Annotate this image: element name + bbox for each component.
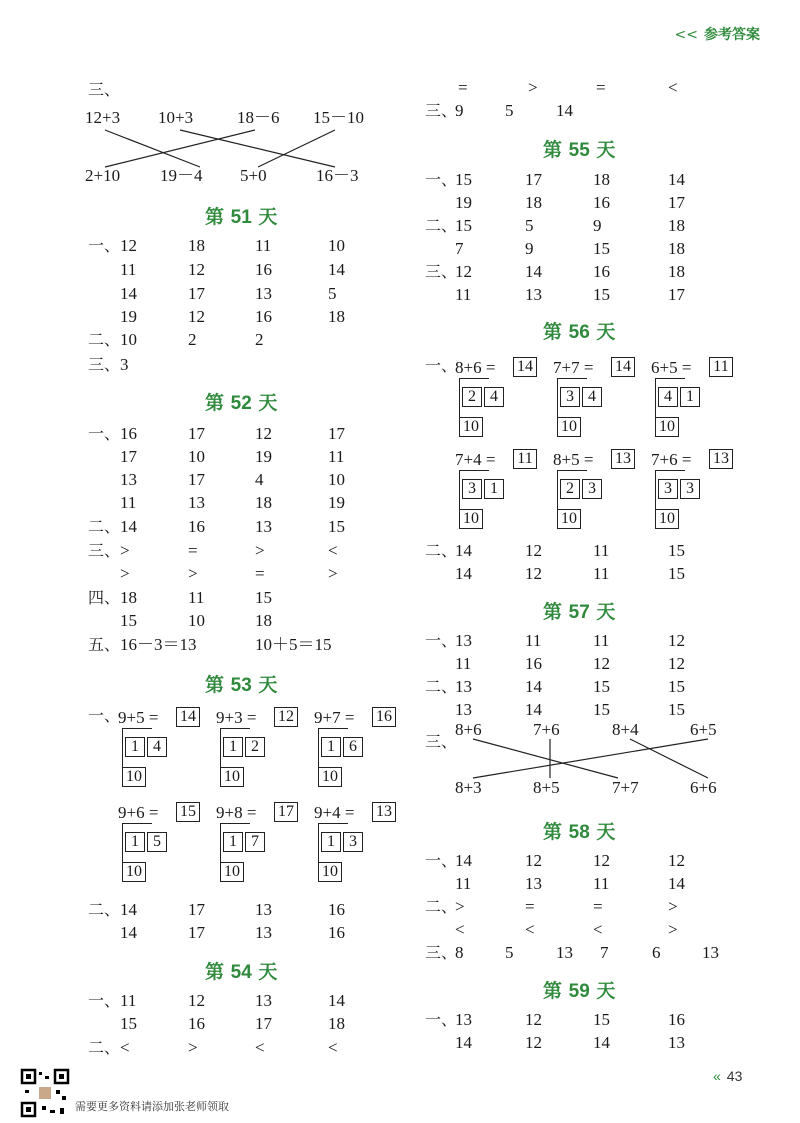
answer-value: 14 — [120, 284, 137, 303]
answer-value: 5 — [505, 101, 514, 120]
split-box: 1 — [223, 832, 243, 852]
answer-value: < — [120, 1038, 130, 1057]
answer-value: 10 — [328, 470, 345, 489]
header-title: << 参考答案 — [674, 27, 760, 43]
answer-value: 11 — [188, 588, 205, 607]
answer-box: 14 — [176, 707, 200, 727]
section-prefix: 二、 — [425, 677, 458, 696]
answer-value: 15 — [593, 239, 610, 258]
answer-value: 12 — [525, 1010, 542, 1029]
answer-value: 17 — [668, 193, 685, 212]
answer-value: 2 — [255, 330, 264, 349]
section-prefix: 三、 — [425, 732, 458, 751]
match-expr: 10+3 — [158, 108, 194, 127]
answer-box: 11 — [709, 357, 733, 377]
answer-value: 14 — [525, 700, 542, 719]
answer-value: 11 — [328, 447, 345, 466]
page-number: « 43 — [713, 1068, 743, 1084]
answer-value: 14 — [593, 1033, 610, 1052]
match-expr: 8+6 — [455, 720, 482, 739]
answer-value: 13 — [525, 285, 542, 304]
answer-value: 12 — [593, 654, 610, 673]
answer-value: 12 — [120, 236, 137, 255]
answer-value: 10 — [188, 611, 205, 630]
answer-value: 10 — [188, 447, 205, 466]
section-prefix: 一、 — [425, 170, 458, 189]
answer-value: 3 — [120, 355, 129, 374]
equation: 9+3 = — [216, 708, 257, 727]
split-box: 1 — [321, 832, 341, 852]
split-box: 7 — [245, 832, 265, 852]
match-expr: 7+6 — [533, 720, 560, 739]
answer-value: 10 — [120, 330, 137, 349]
answer-value: 15 — [255, 588, 272, 607]
match-expr: 8+5 — [533, 778, 560, 797]
answer-value: < — [455, 920, 465, 939]
answer-value: 15 — [120, 1014, 137, 1033]
day-heading: 第 54 天 — [205, 961, 278, 983]
answer-value: 16 — [188, 517, 205, 536]
answer-value: 14 — [455, 564, 472, 583]
section-prefix: 二、 — [88, 517, 121, 536]
answer-value: 11 — [593, 541, 610, 560]
answer-value: 18 — [120, 588, 137, 607]
answer-value: 11 — [255, 236, 272, 255]
answer-value: 16 — [525, 654, 542, 673]
split-box: 4 — [582, 387, 602, 407]
answer-value: 14 — [668, 874, 685, 893]
section-prefix: 二、 — [425, 897, 458, 916]
answer-value: 14 — [455, 851, 472, 870]
answer-value: 14 — [455, 1033, 472, 1052]
day-heading: 第 57 天 — [543, 601, 616, 623]
split-line — [318, 823, 348, 824]
answer-value: 13 — [556, 943, 573, 962]
split-box: 1 — [680, 387, 700, 407]
answer-value: 14 — [328, 991, 345, 1010]
split-box: 4 — [147, 737, 167, 757]
equation: 6+5 = — [651, 358, 692, 377]
qr-code-icon — [20, 1068, 70, 1118]
answer-value: < — [328, 541, 338, 560]
split-box: 1 — [125, 832, 145, 852]
answer-value: 17 — [120, 447, 137, 466]
answer-value: 17 — [188, 470, 205, 489]
split-box: 4 — [484, 387, 504, 407]
answer-value: 13 — [525, 874, 542, 893]
section-prefix: 三、 — [425, 262, 458, 281]
split-line — [655, 470, 685, 471]
answer-value: = — [458, 78, 468, 97]
answer-value: 15 — [328, 517, 345, 536]
split-line — [655, 378, 685, 379]
answer-value: < — [668, 78, 678, 97]
answer-value: 14 — [120, 923, 137, 942]
split-box: 4 — [658, 387, 678, 407]
section-prefix: 五、 — [88, 635, 121, 654]
match-expr: 15－10 — [313, 108, 364, 127]
answer-value: 14 — [120, 517, 137, 536]
ten-box: 10 — [318, 767, 342, 787]
answer-value: 15 — [593, 285, 610, 304]
answer-value: 14 — [120, 900, 137, 919]
ten-box: 10 — [220, 767, 244, 787]
match-expr: 18－6 — [237, 108, 280, 127]
match-expr: 7+7 — [612, 778, 639, 797]
answer-value: = — [255, 564, 265, 583]
answer-value: 19 — [455, 193, 472, 212]
match-expr: 5+0 — [240, 166, 267, 185]
answer-value: 12 — [188, 260, 205, 279]
answer-box: 11 — [513, 449, 537, 469]
day-heading: 第 58 天 — [543, 821, 616, 843]
answer-value: 17 — [525, 170, 542, 189]
equation: 8+5 = — [553, 450, 594, 469]
answer-value: > — [328, 564, 338, 583]
answer-value: 8 — [455, 943, 464, 962]
answer-value: > — [668, 920, 678, 939]
answer-value: 18 — [255, 611, 272, 630]
ten-box: 10 — [459, 509, 483, 529]
section-prefix: 一、 — [425, 631, 458, 650]
split-box: 2 — [245, 737, 265, 757]
split-box: 3 — [582, 479, 602, 499]
section-prefix: 二、 — [425, 541, 458, 560]
section-prefix: 二、 — [88, 1038, 121, 1057]
answer-value: > — [188, 1038, 198, 1057]
section-prefix: 三、 — [88, 355, 121, 374]
answer-value: 4 — [255, 470, 264, 489]
answer-value: 12 — [455, 262, 472, 281]
ten-box: 10 — [122, 862, 146, 882]
answer-value: 11 — [455, 654, 472, 673]
match-expr: 12+3 — [85, 108, 121, 127]
day-heading: 第 53 天 — [205, 674, 278, 696]
answer-value: 13 — [255, 517, 272, 536]
answer-value: 9 — [455, 101, 464, 120]
answer-value: 13 — [455, 631, 472, 650]
answer-value: < — [525, 920, 535, 939]
section-prefix: 二、 — [425, 216, 458, 235]
equation: 7+6 = — [651, 450, 692, 469]
equation: 7+4 = — [455, 450, 496, 469]
answer-value: > — [668, 897, 678, 916]
footer-note: 需要更多资料请添加张老师领取 — [75, 1100, 229, 1113]
answer-value: 13 — [455, 700, 472, 719]
section-prefix: 一、 — [88, 236, 121, 255]
answer-value: 15 — [668, 677, 685, 696]
answer-value: 17 — [328, 424, 345, 443]
equation: 9+4 = — [314, 803, 355, 822]
answer-value: 9 — [525, 239, 534, 258]
match-expr: 8+4 — [612, 720, 639, 739]
answer-value: 12 — [593, 851, 610, 870]
answer-value: 14 — [525, 677, 542, 696]
answer-value: 13 — [455, 677, 472, 696]
split-line — [318, 728, 348, 729]
answer-value: > — [120, 564, 130, 583]
ten-box: 10 — [557, 417, 581, 437]
match-expr: 2+10 — [85, 166, 121, 185]
day-heading: 第 59 天 — [543, 980, 616, 1002]
match-expr: 6+5 — [690, 720, 717, 739]
answer-value: 15 — [455, 170, 472, 189]
section-prefix: 一、 — [425, 1010, 458, 1029]
answer-value: 16 — [188, 1014, 205, 1033]
split-box: 6 — [343, 737, 363, 757]
answer-value: 10＋5＝15 — [255, 635, 332, 654]
answer-value: 7 — [455, 239, 464, 258]
answer-value: 13 — [255, 991, 272, 1010]
answer-value: 16 — [593, 262, 610, 281]
split-box: 1 — [484, 479, 504, 499]
equation: 9+6 = — [118, 803, 159, 822]
split-box: 1 — [223, 737, 243, 757]
ten-box: 10 — [220, 862, 244, 882]
answer-value: 11 — [525, 631, 542, 650]
answer-value: 11 — [593, 631, 610, 650]
split-line — [122, 823, 152, 824]
equation: 7+7 = — [553, 358, 594, 377]
ten-box: 10 — [459, 417, 483, 437]
answer-box: 14 — [513, 357, 537, 377]
answer-box: 14 — [611, 357, 635, 377]
answer-value: 11 — [120, 260, 137, 279]
answer-value: 16 — [255, 307, 272, 326]
answer-value: 12 — [188, 307, 205, 326]
day-heading: 第 51 天 — [205, 206, 278, 228]
answer-value: 18 — [668, 239, 685, 258]
answer-value: 14 — [525, 262, 542, 281]
answer-value: 12 — [668, 631, 685, 650]
answer-value: 13 — [120, 470, 137, 489]
answer-box: 15 — [176, 802, 200, 822]
answer-value: 10 — [328, 236, 345, 255]
answer-box: 12 — [274, 707, 298, 727]
answer-value: 13 — [255, 900, 272, 919]
split-box: 2 — [560, 479, 580, 499]
answer-value: 18 — [525, 193, 542, 212]
answer-value: 14 — [668, 170, 685, 189]
answer-value: 13 — [455, 1010, 472, 1029]
answer-value: 13 — [255, 284, 272, 303]
answer-box: 13 — [611, 449, 635, 469]
match-expr: 8+3 — [455, 778, 482, 797]
split-box: 3 — [680, 479, 700, 499]
answer-value: 15 — [668, 541, 685, 560]
answer-value: 2 — [188, 330, 197, 349]
section-prefix: 二、 — [88, 330, 121, 349]
answer-value: 14 — [556, 101, 573, 120]
ten-box: 10 — [122, 767, 146, 787]
match-expr: 16－3 — [316, 166, 359, 185]
answer-value: 14 — [455, 541, 472, 560]
section-prefix: 一、 — [88, 706, 121, 725]
split-line — [220, 823, 250, 824]
answer-value: 15 — [668, 700, 685, 719]
answer-value: < — [593, 920, 603, 939]
split-box: 5 — [147, 832, 167, 852]
section-prefix: 四、 — [88, 588, 121, 607]
section-prefix: 一、 — [88, 991, 121, 1010]
equation: 8+6 = — [455, 358, 496, 377]
answer-value: 12 — [668, 654, 685, 673]
answer-box: 16 — [372, 707, 396, 727]
match-expr: 6+6 — [690, 778, 717, 797]
answer-value: 18 — [328, 307, 345, 326]
answer-value: 15 — [668, 564, 685, 583]
answer-value: 19 — [120, 307, 137, 326]
split-box: 1 — [125, 737, 145, 757]
answer-value: 16 — [593, 193, 610, 212]
answer-value: 13 — [255, 923, 272, 942]
answer-value: 14 — [328, 260, 345, 279]
match-expr: 19－4 — [160, 166, 203, 185]
section-prefix: 三、 — [88, 80, 121, 99]
answer-value: 18 — [593, 170, 610, 189]
answer-value: 15 — [593, 677, 610, 696]
split-line — [557, 470, 587, 471]
day-heading: 第 55 天 — [543, 139, 616, 161]
split-box: 2 — [462, 387, 482, 407]
answer-value: 9 — [593, 216, 602, 235]
answer-value: = — [596, 78, 606, 97]
day-heading: 第 52 天 — [205, 392, 278, 414]
answer-value: 18 — [668, 262, 685, 281]
answer-value: 15 — [455, 216, 472, 235]
answer-value: 7 — [600, 943, 609, 962]
answer-value: 5 — [328, 284, 337, 303]
answer-value: 16 — [120, 424, 137, 443]
answer-value: > — [528, 78, 538, 97]
answer-value: 5 — [505, 943, 514, 962]
answer-value: 12 — [525, 1033, 542, 1052]
split-line — [459, 378, 489, 379]
chevron-icon: << — [674, 27, 698, 43]
split-line — [220, 728, 250, 729]
section-prefix: 三、 — [88, 541, 121, 560]
section-prefix: 一、 — [88, 424, 121, 443]
answer-value: 16 — [668, 1010, 685, 1029]
answer-value: 15 — [593, 700, 610, 719]
answer-value: < — [328, 1038, 338, 1057]
answer-value: 17 — [188, 284, 205, 303]
equation: 9+8 = — [216, 803, 257, 822]
answer-value: 12 — [525, 851, 542, 870]
answer-value: 18 — [328, 1014, 345, 1033]
answer-value: > — [455, 897, 465, 916]
section-prefix: 一、 — [425, 356, 458, 375]
answer-value: 16 — [328, 900, 345, 919]
answer-value: 18 — [188, 236, 205, 255]
day-heading: 第 56 天 — [543, 321, 616, 343]
answer-value: 16 — [255, 260, 272, 279]
answer-value: 16－3＝13 — [120, 635, 197, 654]
equation: 9+5 = — [118, 708, 159, 727]
answer-box: 13 — [372, 802, 396, 822]
answer-value: 12 — [668, 851, 685, 870]
answer-value: = — [188, 541, 198, 560]
answer-value: > — [188, 564, 198, 583]
answer-value: 13 — [188, 493, 205, 512]
answer-value: 19 — [328, 493, 345, 512]
answer-value: 17 — [255, 1014, 272, 1033]
answer-value: 17 — [188, 424, 205, 443]
answer-value: 11 — [120, 991, 137, 1010]
answer-value: 15 — [593, 1010, 610, 1029]
answer-value: = — [593, 897, 603, 916]
answer-value: 11 — [593, 564, 610, 583]
answer-value: 11 — [455, 285, 472, 304]
ten-box: 10 — [557, 509, 581, 529]
section-prefix: 二、 — [88, 900, 121, 919]
answer-value: 13 — [702, 943, 719, 962]
answer-value: 5 — [525, 216, 534, 235]
equation: 9+7 = — [314, 708, 355, 727]
answer-value: 13 — [668, 1033, 685, 1052]
section-prefix: 一、 — [425, 851, 458, 870]
section-prefix: 三、 — [425, 943, 458, 962]
answer-value: 19 — [255, 447, 272, 466]
answer-value: > — [255, 541, 265, 560]
split-box: 3 — [462, 479, 482, 499]
ten-box: 10 — [655, 417, 679, 437]
answer-box: 13 — [709, 449, 733, 469]
answer-value: 17 — [188, 900, 205, 919]
split-line — [557, 378, 587, 379]
split-box: 3 — [658, 479, 678, 499]
section-prefix: 三、 — [425, 101, 458, 120]
answer-value: 18 — [668, 216, 685, 235]
split-line — [459, 470, 489, 471]
answer-value: 6 — [652, 943, 661, 962]
split-box: 1 — [321, 737, 341, 757]
answer-value: = — [525, 897, 535, 916]
answer-value: 12 — [525, 564, 542, 583]
answer-value: 11 — [455, 874, 472, 893]
answer-value: 12 — [188, 991, 205, 1010]
answer-value: 15 — [120, 611, 137, 630]
answer-value: < — [255, 1038, 265, 1057]
answer-value: 12 — [255, 424, 272, 443]
split-box: 3 — [560, 387, 580, 407]
answer-box: 17 — [274, 802, 298, 822]
split-box: 3 — [343, 832, 363, 852]
split-line — [122, 728, 152, 729]
answer-value: 16 — [328, 923, 345, 942]
answer-value: 11 — [120, 493, 137, 512]
answer-value: 11 — [593, 874, 610, 893]
ten-box: 10 — [318, 862, 342, 882]
answer-value: > — [120, 541, 130, 560]
ten-box: 10 — [655, 509, 679, 529]
answer-value: 17 — [668, 285, 685, 304]
answer-value: 18 — [255, 493, 272, 512]
answer-value: 17 — [188, 923, 205, 942]
answer-value: 12 — [525, 541, 542, 560]
